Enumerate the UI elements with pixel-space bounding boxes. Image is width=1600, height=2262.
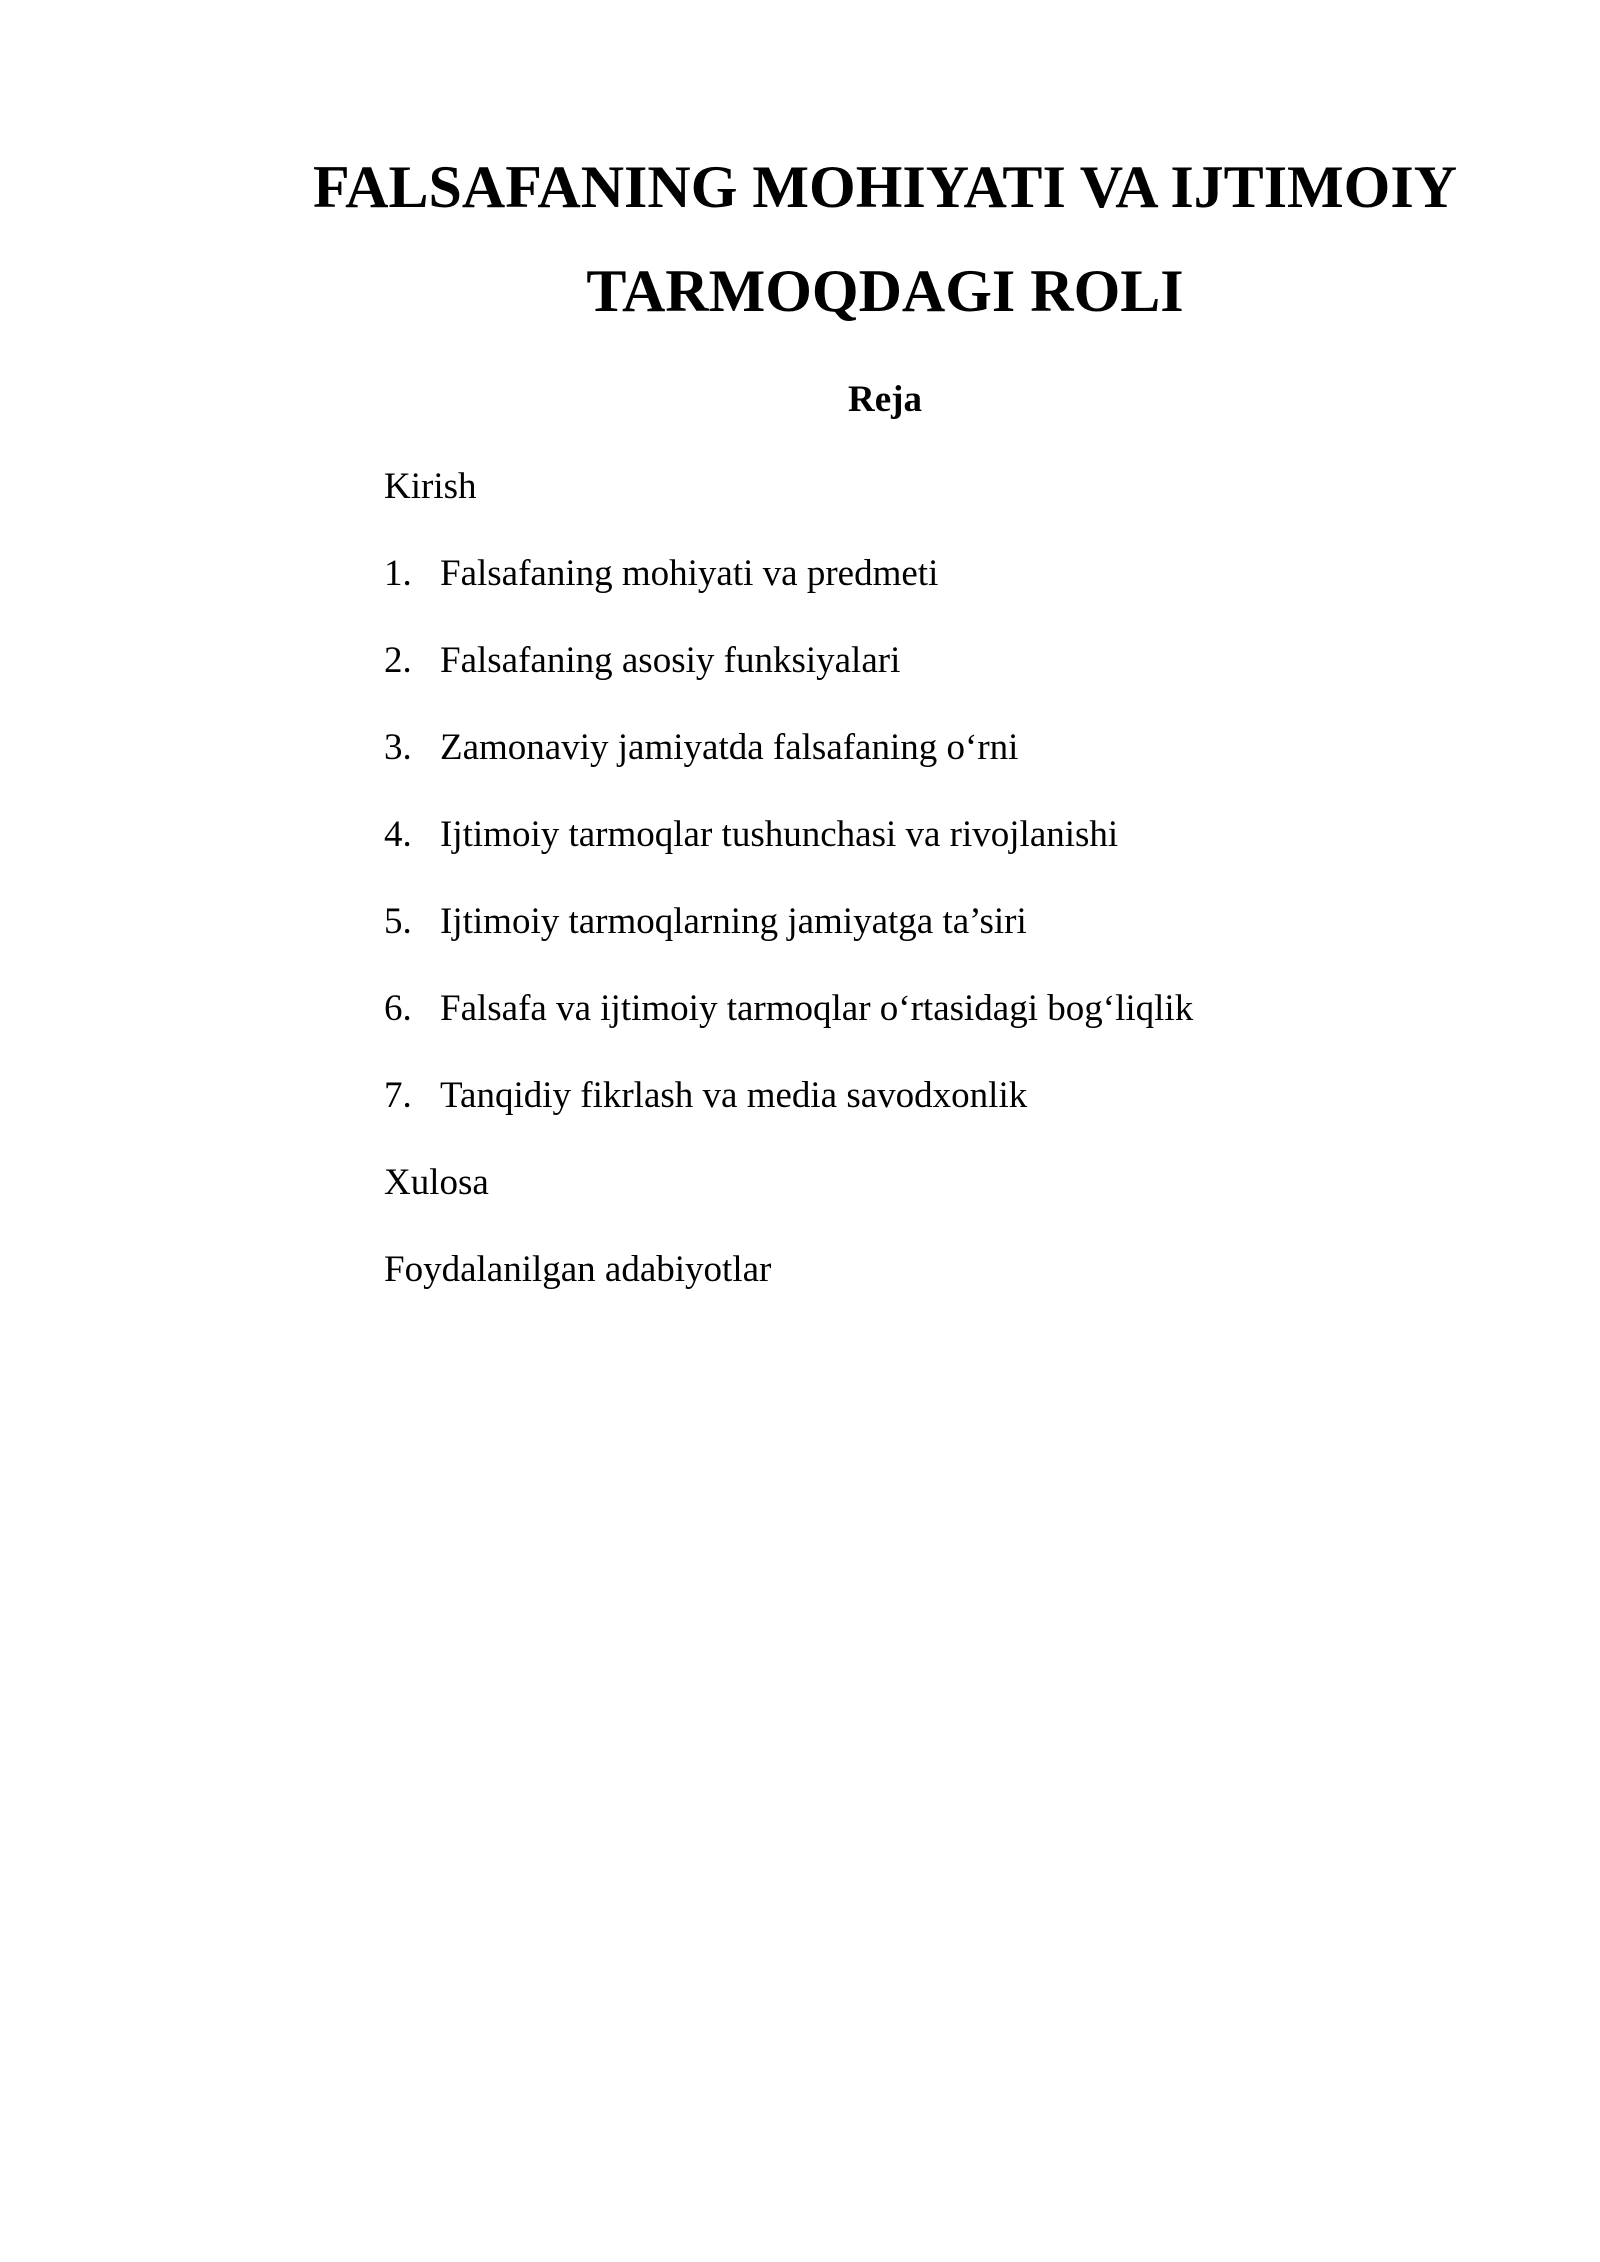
document-title-line-2: TARMOQDAGI ROLI <box>586 258 1184 324</box>
toc-entry-6 <box>384 987 1484 1074</box>
document-title-line-1: FALSAFANING MOHIYATI VA IJTIMOIY <box>312 154 1458 220</box>
table-of-contents <box>384 465 1484 1335</box>
toc-entry-text: Zamonaviy jamiyatda falsafaning o‘rni <box>440 727 1019 768</box>
toc-entry-text: Xulosa <box>384 1162 489 1203</box>
toc-entry-text: Falsafaning mohiyati va predmeti <box>440 553 939 594</box>
toc-entry-7 <box>384 1074 1484 1161</box>
toc-entry-text: Falsafaning asosiy funksiyalari <box>440 640 901 681</box>
toc-entry-4 <box>384 813 1484 900</box>
toc-entry-1 <box>384 552 1484 639</box>
toc-entry-5 <box>384 900 1484 987</box>
toc-entry-3 <box>384 726 1484 813</box>
toc-entry-references <box>384 1248 1484 1335</box>
toc-entry-text: Ijtimoiy tarmoqlar tushunchasi va rivojlanishi <box>440 814 1119 855</box>
toc-entry-2 <box>384 639 1484 726</box>
toc-entry-number: 1. <box>384 553 412 594</box>
toc-entry-number: 4. <box>384 814 412 855</box>
toc-entry-text: Ijtimoiy tarmoqlarning jamiyatga ta’siri <box>440 901 1027 942</box>
toc-entry-introduction <box>384 465 1484 552</box>
toc-entry-number: 6. <box>384 988 412 1029</box>
toc-entry-number: 2. <box>384 640 412 681</box>
toc-entry-number: 7. <box>384 1075 412 1116</box>
toc-entry-number: 3. <box>384 727 412 768</box>
plan-heading: Reja <box>848 379 922 420</box>
toc-entry-text: Foydalanilgan adabiyotlar <box>384 1249 772 1290</box>
toc-entry-text: Falsafa va ijtimoiy tarmoqlar o‘rtasidagi bog‘liqlik <box>440 988 1194 1029</box>
toc-entry-text: Kirish <box>384 466 477 507</box>
toc-entry-conclusion <box>384 1161 1484 1248</box>
toc-entry-text: Tanqidiy fikrlash va media savodxonlik <box>440 1075 1028 1116</box>
toc-entry-number: 5. <box>384 901 412 942</box>
